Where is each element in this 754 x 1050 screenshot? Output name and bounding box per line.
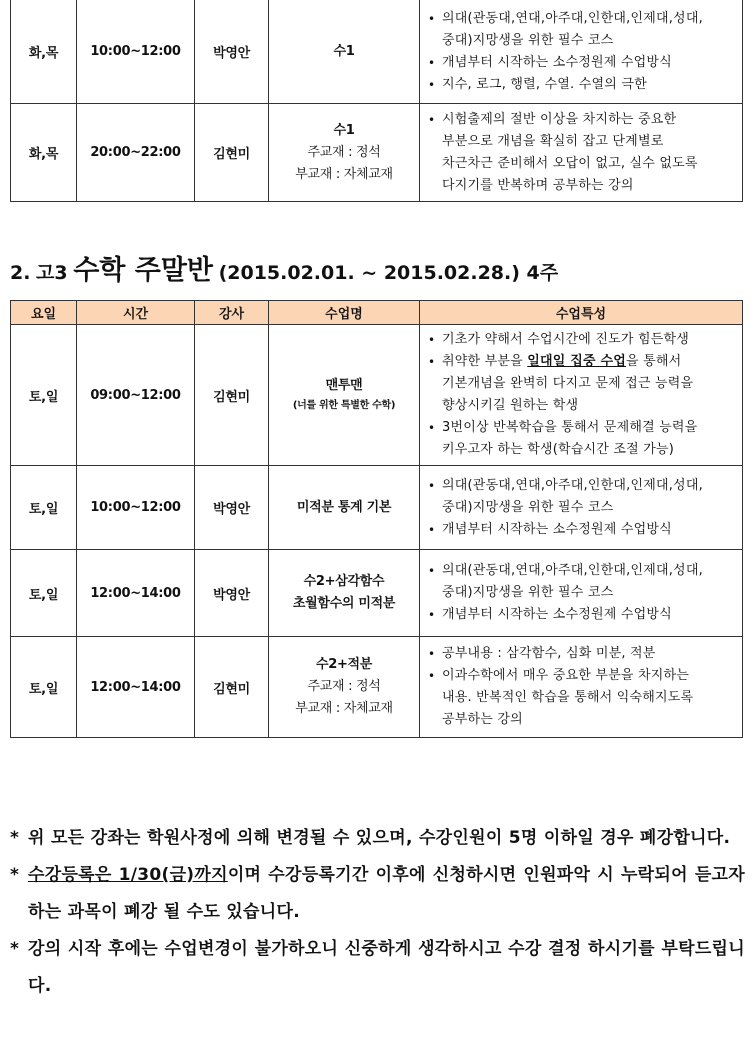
- feature-item: • 개념부터 시작하는 소수정원제 수업방식: [428, 519, 736, 541]
- bullet-icon: •: [428, 522, 436, 537]
- table-row: [11, 466, 743, 550]
- feature-item: • 취약한 부분을 일대일 집중 수업을 통해서 기본개념을 완벽히 다지고 문제 접근 능력을 향상시키길 원하는 학생: [428, 351, 736, 417]
- continuation-schedule-table: [10, 0, 743, 202]
- feature-list: [428, 109, 736, 197]
- highlight-text: 일대일 집중 수업: [527, 354, 626, 369]
- features-cell: [420, 466, 743, 550]
- instructor-cell: 박영안: [195, 0, 269, 104]
- bullet-icon: •: [428, 608, 436, 622]
- feature-item: • 3번이상 반복학습을 통해서 문제해결 능력을 키우고자 하는 학생(학습시간 조절 가능): [428, 417, 736, 461]
- time-cell: 12:00~14:00: [77, 637, 195, 738]
- time-cell: 10:00~12:00: [77, 0, 195, 104]
- bullet-icon: •: [428, 77, 436, 92]
- features-cell: [420, 0, 743, 104]
- feature-item: • 이과수학에서 매우 중요한 부분을 차지하는 내용. 반복적인 학습을 통해서 익숙해지도록 공부하는 강의: [428, 665, 736, 731]
- day-cell: 토,일: [11, 466, 77, 550]
- course-cell: [269, 104, 420, 202]
- feature-item: • 시험출제의 절반 이상을 차지하는 중요한 부분으로 개념을 확실히 잡고 단계별로 차근차근 준비해서 오답이 없고, 실수 없도록 다지기를 반복하며 공부하는 강의: [428, 109, 736, 197]
- table-row: [11, 637, 743, 738]
- table-row: [11, 0, 743, 104]
- feature-item: • 의대(관동대,연대,아주대,인한대,인제대,성대, 중대)지망생을 위한 필수 코스: [428, 8, 736, 52]
- notice-section: [10, 820, 745, 1005]
- feature-item: • 개념부터 시작하는 소수정원제 수업방식: [428, 604, 736, 626]
- table-row: [11, 325, 743, 466]
- time-cell: 12:00~14:00: [77, 550, 195, 637]
- course-title: 수1: [333, 43, 355, 59]
- bullet-icon: •: [428, 647, 436, 661]
- section-grade: 고3: [36, 262, 68, 284]
- day-cell: 토,일: [11, 637, 77, 738]
- course-cell: [269, 550, 420, 637]
- bullet-icon: •: [428, 55, 436, 70]
- notice-item: * 수강등록은 1/30(금)까지이며 수강등록기간 이후에 신청하시면 인원파악 시 누락되어 듣고자하는 과목이 폐강 될 수도 있습니다.: [10, 857, 745, 931]
- notice-item: * 위 모든 강좌는 학원사정에 의해 변경될 수 있으며, 수강인원이 5명 이하일 경우 폐강합니다.: [10, 820, 745, 857]
- header-time: 시간: [77, 301, 195, 325]
- instructor-cell: 김현미: [195, 325, 269, 466]
- feature-item: • 개념부터 시작하는 소수정원제 수업방식: [428, 52, 736, 74]
- feature-list: [428, 643, 736, 731]
- instructor-cell: 김현미: [195, 104, 269, 202]
- instructor-cell: 박영안: [195, 466, 269, 550]
- feature-item: • 의대(관동대,연대,아주대,인한대,인제대,성대, 중대)지망생을 위한 필수 코스: [428, 475, 736, 519]
- course-title: 수2+적분: [315, 657, 373, 672]
- course-title: 미적분 통계 기본: [296, 499, 392, 515]
- main-textbook: 주교재 : 정석: [307, 144, 381, 160]
- course-subtitle: (너를 위한 특별한 수학): [292, 400, 396, 411]
- features-cell: [420, 637, 743, 738]
- course-title: 맨투맨: [325, 378, 363, 393]
- feature-item: • 지수, 로그, 행렬, 수열. 수열의 극한: [428, 74, 736, 96]
- header-features: 수업특성: [420, 301, 743, 325]
- features-cell: [420, 325, 743, 466]
- day-cell: 화,목: [11, 104, 77, 202]
- bullet-icon: •: [428, 669, 436, 683]
- feature-list: [428, 475, 736, 541]
- course-title: 수1: [333, 122, 355, 138]
- table-header-row: [11, 301, 743, 325]
- header-course: 수업명: [269, 301, 420, 325]
- asterisk-icon: *: [10, 939, 20, 959]
- bullet-icon: •: [428, 333, 436, 347]
- time-cell: 09:00~12:00: [77, 325, 195, 466]
- bullet-icon: •: [428, 478, 436, 493]
- asterisk-icon: *: [10, 828, 20, 848]
- instructor-cell: 김현미: [195, 637, 269, 738]
- time-cell: 20:00~22:00: [77, 104, 195, 202]
- section-number: 2.: [10, 262, 31, 284]
- bullet-icon: •: [428, 11, 436, 26]
- course-title: 초월함수의 미적분: [292, 596, 396, 611]
- sub-textbook: 부교재 : 자체교재: [295, 166, 393, 182]
- registration-deadline: 수강등록은 1/30(금)까지: [28, 865, 228, 885]
- instructor-cell: 박영안: [195, 550, 269, 637]
- header-day: 요일: [11, 301, 77, 325]
- day-cell: 토,일: [11, 550, 77, 637]
- bullet-icon: •: [428, 564, 436, 578]
- features-cell: [420, 104, 743, 202]
- weekend-schedule-table: [10, 300, 743, 738]
- section-heading: [10, 248, 558, 287]
- bullet-icon: •: [428, 355, 436, 369]
- section-title: 수학 주말반: [73, 255, 213, 286]
- feature-list: [428, 8, 736, 96]
- day-cell: 토,일: [11, 325, 77, 466]
- feature-item: • 의대(관동대,연대,아주대,인한대,인제대,성대, 중대)지망생을 위한 필수 코스: [428, 560, 736, 604]
- feature-list: [428, 329, 736, 461]
- table-row: [11, 104, 743, 202]
- day-cell: 화,목: [11, 0, 77, 104]
- asterisk-icon: *: [10, 865, 20, 885]
- course-cell: [269, 0, 420, 104]
- notice-item: * 강의 시작 후에는 수업변경이 불가하오니 신중하게 생각하시고 수강 결정 하시기를 부탁드립니다.: [10, 931, 745, 1005]
- feature-item: • 기초가 약해서 수업시간에 진도가 힘든학생: [428, 329, 736, 351]
- feature-item: • 공부내용 : 삼각함수, 심화 미분, 적분: [428, 643, 736, 665]
- course-title: 수2+삼각함수: [303, 574, 385, 589]
- section-period: (2015.02.01. ~ 2015.02.28.) 4주: [218, 262, 559, 284]
- header-instructor: 강사: [195, 301, 269, 325]
- feature-list: [428, 560, 736, 626]
- main-textbook: 주교재 : 정석: [307, 679, 381, 694]
- time-cell: 10:00~12:00: [77, 466, 195, 550]
- table-row: [11, 550, 743, 637]
- course-cell: [269, 325, 420, 466]
- bullet-icon: •: [428, 421, 436, 435]
- course-cell: [269, 466, 420, 550]
- course-cell: [269, 637, 420, 738]
- bullet-icon: •: [428, 112, 436, 127]
- features-cell: [420, 550, 743, 637]
- sub-textbook: 부교재 : 자체교재: [295, 701, 393, 716]
